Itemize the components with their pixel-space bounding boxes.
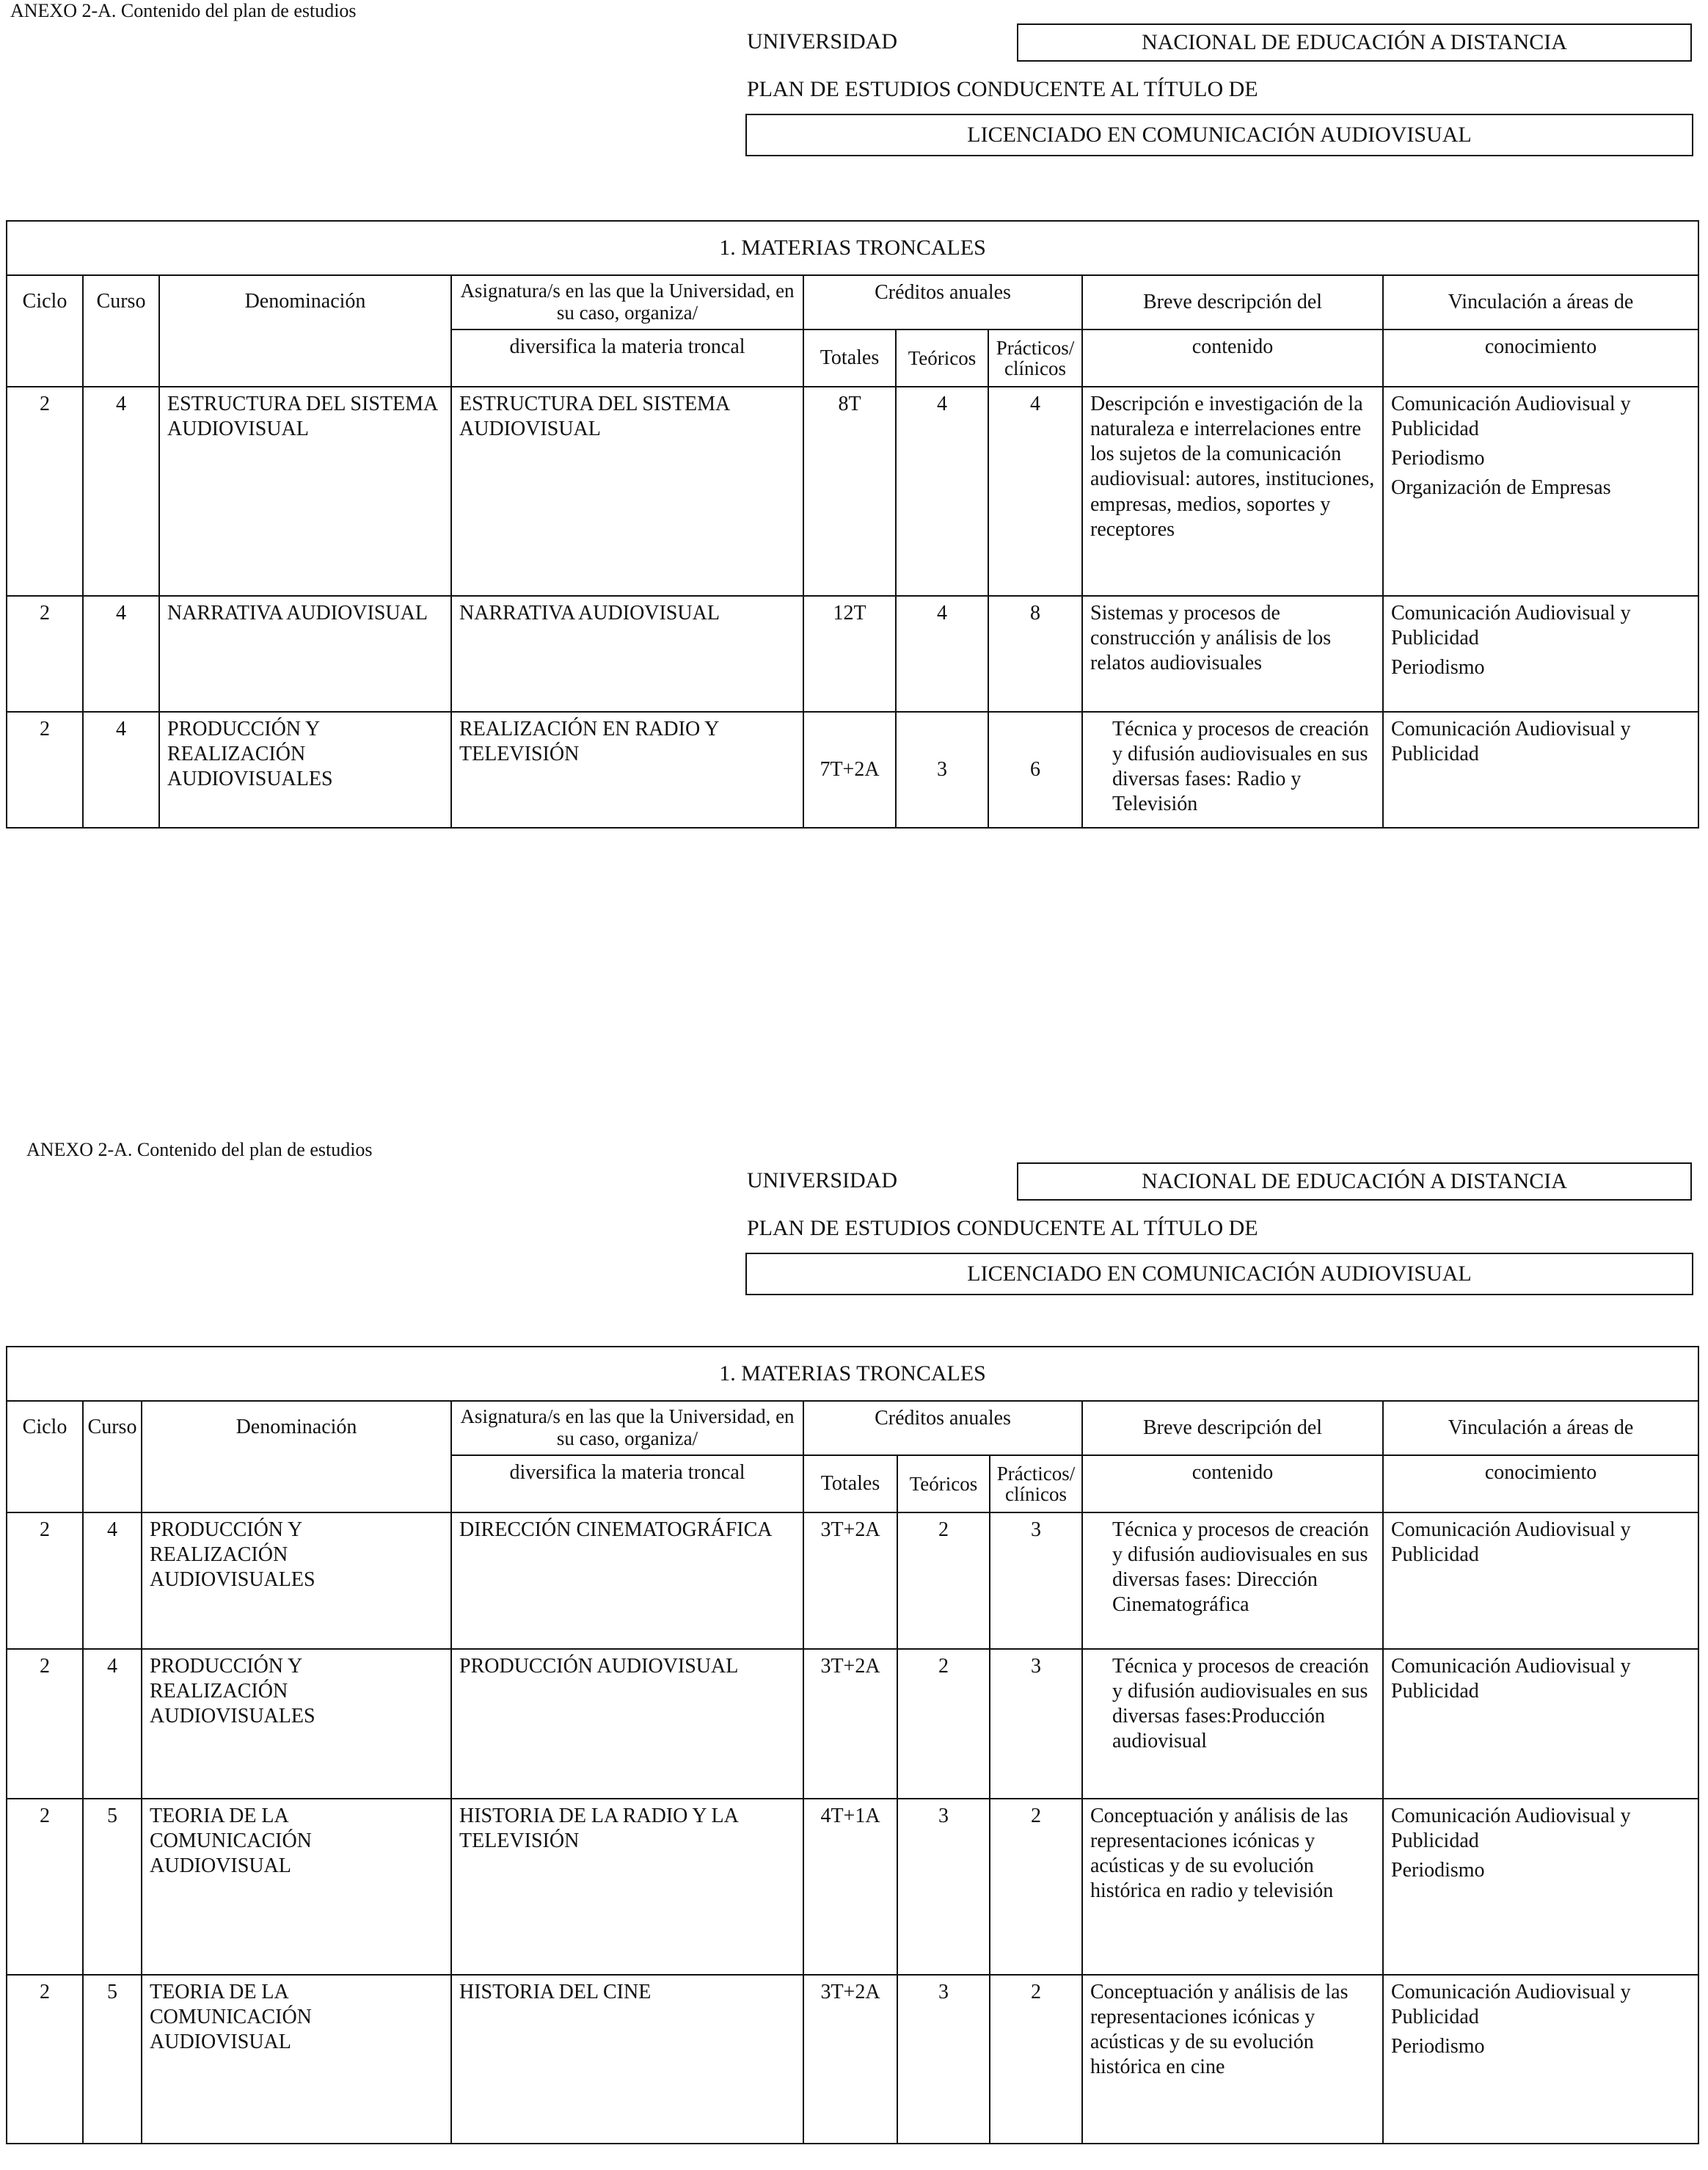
area-item: Comunicación Audiovisual y Publicidad <box>1391 1518 1631 1567</box>
area-item: Comunicación Audiovisual y Publicidad <box>1391 718 1631 766</box>
header-vinculacion: Vinculación a áreas de <box>1383 275 1698 329</box>
sheet-2 <box>0 1139 1708 2079</box>
cell-areas <box>1383 1512 1698 1649</box>
cell-teoricos: 3 <box>896 712 988 828</box>
cell-asignatura: ESTRUCTURA DEL SISTEMA AUDIOVISUAL <box>451 387 803 596</box>
cell-denominacion: PRODUCCIÓN Y REALIZACIÓN AUDIOVISUALES <box>159 712 451 828</box>
universidad-label: UNIVERSIDAD <box>747 29 897 54</box>
cell-areas <box>1383 1975 1698 2144</box>
cell-teoricos: 4 <box>896 596 988 712</box>
area-item: Comunicación Audiovisual y Publicidad <box>1391 1981 1631 2029</box>
cell-areas <box>1383 1649 1698 1799</box>
header-vinculacion: Vinculación a áreas de <box>1383 1401 1698 1455</box>
cell-asignatura: HISTORIA DE LA RADIO Y LA TELEVISIÓN <box>451 1799 803 1975</box>
header-denominacion: Denominación <box>159 275 451 387</box>
universidad-value: NACIONAL DE EDUCACIÓN A DISTANCIA <box>1017 1162 1692 1201</box>
cell-denominacion: PRODUCCIÓN Y REALIZACIÓN AUDIOVISUALES <box>142 1512 451 1649</box>
anexo-heading: ANEXO 2-A. Contenido del plan de estudios <box>26 1139 373 1160</box>
cell-descripcion: Técnica y procesos de creación y difusión audiovisuales en sus diversas fases:Producción audiovisual <box>1082 1649 1383 1799</box>
cell-denominacion: TEORIA DE LA COMUNICACIÓN AUDIOVISUAL <box>142 1799 451 1975</box>
cell-totales: 4T+1A <box>803 1799 897 1975</box>
universidad-value: NACIONAL DE EDUCACIÓN A DISTANCIA <box>1017 23 1692 62</box>
cell-totales: 7T+2A <box>803 712 896 828</box>
cell-asignatura: NARRATIVA AUDIOVISUAL <box>451 596 803 712</box>
cell-descripcion: Conceptuación y análisis de las representaciones icónicas y acústicas y de su evolución histórica en radio y televisión <box>1082 1799 1383 1975</box>
cell-teoricos: 2 <box>897 1512 990 1649</box>
cell-totales: 3T+2A <box>803 1649 897 1799</box>
table-title: 1. MATERIAS TRONCALES <box>7 221 1698 275</box>
area-item: Organización de Empresas <box>1391 476 1611 500</box>
cell-ciclo: 2 <box>7 387 83 596</box>
cell-practicos: 8 <box>988 596 1082 712</box>
cell-asignatura: REALIZACIÓN EN RADIO Y TELEVISIÓN <box>451 712 803 828</box>
header-descripcion-cont: contenido <box>1082 329 1383 387</box>
table-row <box>7 387 1698 596</box>
cell-teoricos: 2 <box>897 1649 990 1799</box>
header-curso: Curso <box>83 275 159 387</box>
header-vinculacion-cont: conocimiento <box>1383 1455 1698 1512</box>
cell-descripcion: Descripción e investigación de la naturaleza e interrelaciones entre los sujetos de la comunicación audiovisual: autores, instituciones, empresas, medios, soportes y receptores <box>1082 387 1383 596</box>
area-item: Periodismo <box>1391 656 1485 680</box>
cell-curso: 5 <box>83 1799 142 1975</box>
header-totales: Totales <box>803 1455 897 1512</box>
cell-areas <box>1383 1799 1698 1975</box>
header-asignatura-cont: diversifica la materia troncal <box>451 1455 803 1512</box>
area-item: Comunicación Audiovisual y Publicidad <box>1391 602 1631 650</box>
cell-curso: 4 <box>83 712 159 828</box>
header-creditos: Créditos anuales <box>803 275 1082 329</box>
area-item: Comunicación Audiovisual y Publicidad <box>1391 393 1631 441</box>
cell-curso: 4 <box>83 596 159 712</box>
cell-practicos: 3 <box>990 1512 1082 1649</box>
header-practicos: Prácticos/ clínicos <box>988 329 1082 387</box>
header-teoricos: Teóricos <box>896 329 988 387</box>
header-asignatura-cont: diversifica la materia troncal <box>451 329 803 387</box>
cell-curso: 5 <box>83 1975 142 2144</box>
universidad-label: UNIVERSIDAD <box>747 1168 897 1193</box>
cell-denominacion: PRODUCCIÓN Y REALIZACIÓN AUDIOVISUALES <box>142 1649 451 1799</box>
header-vinculacion-cont: conocimiento <box>1383 329 1698 387</box>
cell-totales: 3T+2A <box>803 1975 897 2144</box>
cell-asignatura: PRODUCCIÓN AUDIOVISUAL <box>451 1649 803 1799</box>
cell-descripcion: Técnica y procesos de creación y difusión audiovisuales en sus diversas fases: Radio y Televisión <box>1082 712 1383 828</box>
table-row <box>7 596 1698 712</box>
header-descripcion-cont: contenido <box>1082 1455 1383 1512</box>
cell-practicos: 6 <box>988 712 1082 828</box>
cell-teoricos: 3 <box>897 1799 990 1975</box>
cell-ciclo: 2 <box>7 1649 83 1799</box>
materias-table <box>6 220 1699 829</box>
header-creditos: Créditos anuales <box>803 1401 1082 1455</box>
cell-ciclo: 2 <box>7 1975 83 2144</box>
cell-areas <box>1383 387 1698 596</box>
cell-denominacion: TEORIA DE LA COMUNICACIÓN AUDIOVISUAL <box>142 1975 451 2144</box>
area-item: Periodismo <box>1391 2035 1485 2058</box>
cell-curso: 4 <box>83 1512 142 1649</box>
table-row <box>7 712 1698 828</box>
cell-ciclo: 2 <box>7 596 83 712</box>
cell-descripcion: Sistemas y procesos de construcción y análisis de los relatos audiovisuales <box>1082 596 1383 712</box>
cell-curso: 4 <box>83 1649 142 1799</box>
cell-asignatura: HISTORIA DEL CINE <box>451 1975 803 2144</box>
header-descripcion: Breve descripción del <box>1082 275 1383 329</box>
table-row <box>7 1512 1698 1649</box>
cell-practicos: 3 <box>990 1649 1082 1799</box>
cell-practicos: 2 <box>990 1799 1082 1975</box>
cell-descripcion: Técnica y procesos de creación y difusión audiovisuales en sus diversas fases: Dirección Cinematográfica <box>1082 1512 1383 1649</box>
materias-table <box>6 1346 1699 2144</box>
area-item: Comunicación Audiovisual y Publicidad <box>1391 1805 1631 1853</box>
cell-descripcion: Conceptuación y análisis de las representaciones icónicas y acústicas y de su evolución histórica en cine <box>1082 1975 1383 2144</box>
cell-ciclo: 2 <box>7 712 83 828</box>
header-descripcion: Breve descripción del <box>1082 1401 1383 1455</box>
header-totales: Totales <box>803 329 896 387</box>
cell-areas <box>1383 712 1698 828</box>
cell-areas <box>1383 596 1698 712</box>
table-row <box>7 1975 1698 2144</box>
table-row <box>7 1799 1698 1975</box>
titulo-value: LICENCIADO EN COMUNICACIÓN AUDIOVISUAL <box>745 114 1693 156</box>
plan-label: PLAN DE ESTUDIOS CONDUCENTE AL TÍTULO DE <box>747 1216 1258 1240</box>
header-asignatura: Asignatura/s en las que la Universidad, en su caso, organiza/ <box>451 1401 803 1455</box>
titulo-value: LICENCIADO EN COMUNICACIÓN AUDIOVISUAL <box>745 1253 1693 1295</box>
cell-asignatura: DIRECCIÓN CINEMATOGRÁFICA <box>451 1512 803 1649</box>
header-curso: Curso <box>83 1401 142 1512</box>
anexo-heading: ANEXO 2-A. Contenido del plan de estudios <box>10 0 357 21</box>
header-denominacion: Denominación <box>142 1401 451 1512</box>
header-ciclo: Ciclo <box>7 1401 83 1512</box>
sheet-1 <box>0 0 1708 917</box>
cell-totales: 12T <box>803 596 896 712</box>
area-item: Periodismo <box>1391 1859 1485 1882</box>
header-ciclo: Ciclo <box>7 275 83 387</box>
cell-denominacion: NARRATIVA AUDIOVISUAL <box>159 596 451 712</box>
area-item: Comunicación Audiovisual y Publicidad <box>1391 1655 1631 1703</box>
header-asignatura: Asignatura/s en las que la Universidad, en su caso, organiza/ <box>451 275 803 329</box>
table-title: 1. MATERIAS TRONCALES <box>7 1347 1698 1401</box>
cell-practicos: 2 <box>990 1975 1082 2144</box>
cell-totales: 3T+2A <box>803 1512 897 1649</box>
header-practicos: Prácticos/ clínicos <box>990 1455 1082 1512</box>
plan-label: PLAN DE ESTUDIOS CONDUCENTE AL TÍTULO DE <box>747 77 1258 101</box>
cell-ciclo: 2 <box>7 1799 83 1975</box>
cell-teoricos: 4 <box>896 387 988 596</box>
header-teoricos: Teóricos <box>897 1455 990 1512</box>
cell-denominacion: ESTRUCTURA DEL SISTEMA AUDIOVISUAL <box>159 387 451 596</box>
cell-teoricos: 3 <box>897 1975 990 2144</box>
cell-practicos: 4 <box>988 387 1082 596</box>
table-row <box>7 1649 1698 1799</box>
area-item: Periodismo <box>1391 447 1485 470</box>
cell-curso: 4 <box>83 387 159 596</box>
cell-ciclo: 2 <box>7 1512 83 1649</box>
cell-totales: 8T <box>803 387 896 596</box>
